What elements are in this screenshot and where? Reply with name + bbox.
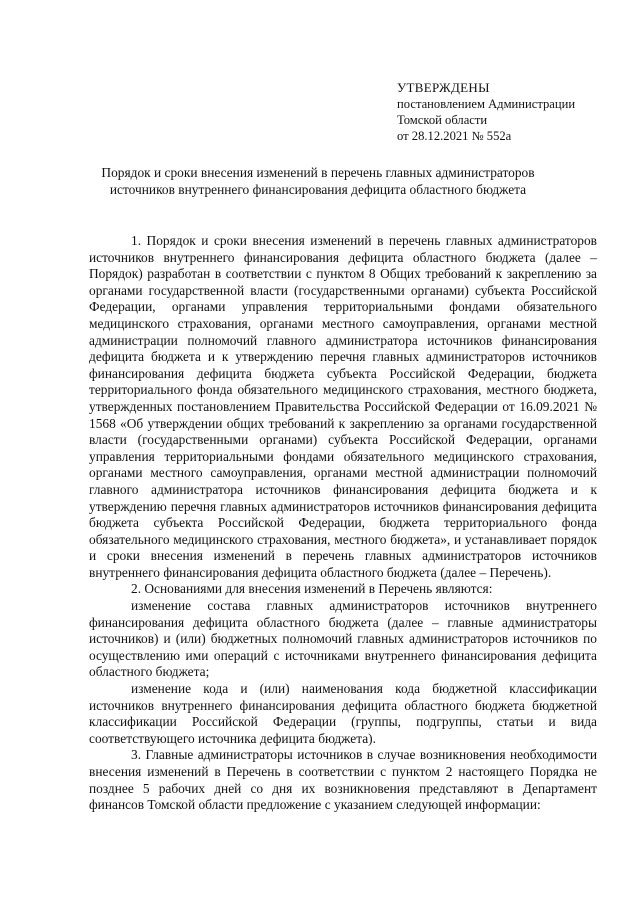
approval-stamp xyxy=(397,80,617,144)
paragraph-2-item-2: изменение кода и (или) наименования кода бюджетной классификации источников внутреннего финансирования дефицита областного бюджета бюджетной классификации Российской Федерации (группы, подгруппы, статьи и вида соответствующего источника дефицита бюджета). xyxy=(89,681,597,746)
approval-region: Томской области xyxy=(397,113,488,127)
document-title: Порядок и сроки внесения изменений в перечень главных администраторов источников внутреннего финансирования дефицита областного бюджета xyxy=(101,165,535,197)
approval-issuer: постановлением Администрации xyxy=(397,97,576,111)
approval-date-number: от 28.12.2021 № 552а xyxy=(397,129,512,143)
approval-heading: УТВЕРЖДЕНЫ xyxy=(397,80,490,95)
document-body xyxy=(89,233,597,814)
paragraph-2: 2. Основаниями для внесения изменений в Перечень являются: xyxy=(131,581,493,597)
paragraph-3: 3. Главные администраторы источников в случае возникновения необходимости внесения изменений в Перечень в соответствии с пунктом 2 настоящего Порядка не позднее 5 рабочих дней со дня их возникновения представляют в Департамент финансов Томской области предложение с указанием следующей информации: xyxy=(89,747,597,813)
paragraph-2-item-1: изменение состава главных администраторов источников внутреннего финансирования дефицита областного бюджета (далее – главные администраторы источников) и (или) бюджетных полномочий главных администраторов источников по осуществлению ими операций с источниками внутреннего финансирования дефицита областного бюджета; xyxy=(89,598,597,680)
paragraph-1: 1. Порядок и сроки внесения изменений в перечень главных администраторов источников внутреннего финансирования дефицита областного бюджета (далее – Порядок) разработан в соответствии с пунктом 8 Общих требований к закреплению за органами государственной власти (государственными органами) субъекта Российской Федерации, органами управления территориальными фондами обязательного медицинского страхования, органами местного самоуправления, органами местной администрации полномочий главного администратора источников финансирования дефицита бюджета и к утверждению перечня главных администраторов источников финансирования дефицита бюджета субъекта Российской Федерации, бюджета территориального фонда обязательного медицинского страхования, местного бюджета, утвержденных постановлением Правительства Российской Федерации от 16.09.2021 № 1568 «Об утверждении общих требований к закреплению за органами государственной власти (государственными органами) субъекта Российской Федерации, органами управления территориальными фондами обязательного медицинского страхования, органами местного самоуправления, органами местной администрации полномочий главного администратора источников финансирования дефицита бюджета и к утверждению перечня главных администраторов источников финансирования дефицита бюджета субъекта Российской Федерации, бюджета территориального фонда обязательного медицинского страхования, местного бюджета», и устанавливает порядок и сроки внесения изменений в перечень главных администраторов источников внутреннего финансирования дефицита областного бюджета (далее – Перечень). xyxy=(89,233,597,580)
